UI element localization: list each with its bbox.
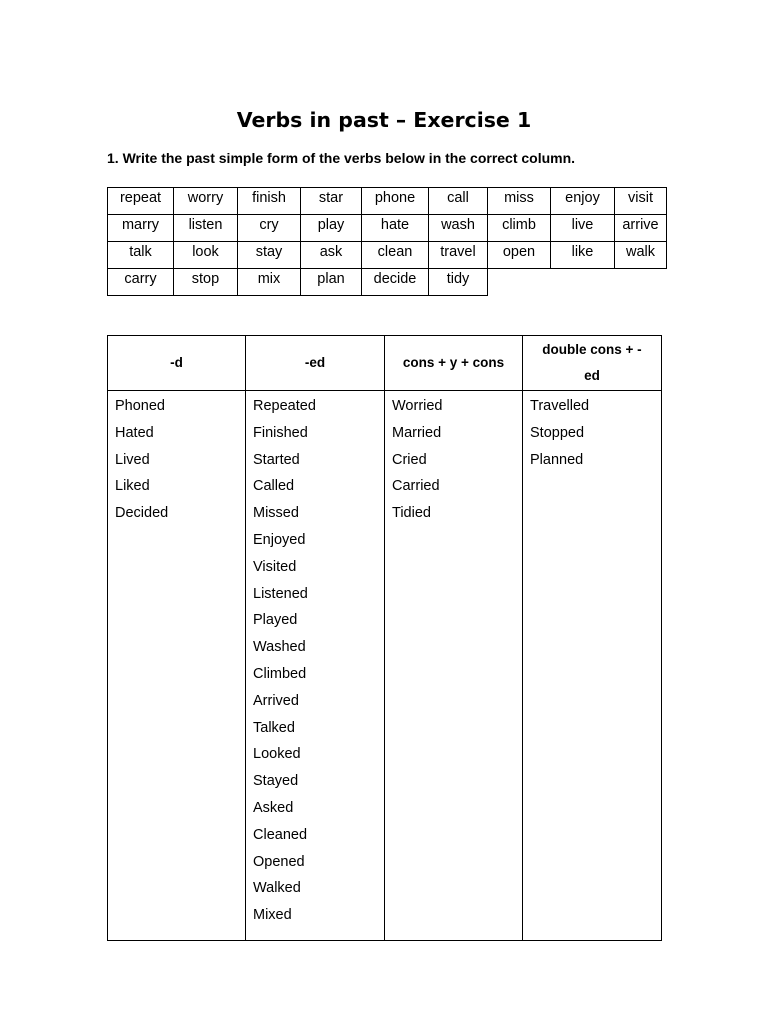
verb-list-table: [107, 187, 667, 296]
verb-cell: hate: [362, 215, 429, 242]
answer-word: Planned: [530, 451, 584, 468]
answer-word: Listened: [253, 585, 308, 602]
answer-word: Walked: [253, 880, 301, 897]
empty-cell: [488, 269, 551, 296]
verb-cell: live: [551, 215, 615, 242]
answer-word: Finished: [253, 424, 308, 441]
answer-word: Climbed: [253, 665, 307, 682]
verb-cell: tidy: [429, 269, 488, 296]
exercise-instruction: 1. Write the past simple form of the verbs below in the correct column.: [107, 150, 576, 166]
answer-word: Arrived: [253, 692, 299, 709]
answer-word: Repeated: [253, 398, 316, 414]
verb-cell: carry: [108, 269, 174, 296]
verb-cell: like: [551, 242, 615, 269]
answer-word: Missed: [253, 505, 299, 522]
verb-cell: mix: [238, 269, 301, 296]
empty-cell: [615, 269, 667, 296]
answer-word: Talked: [253, 719, 295, 736]
verb-cell: arrive: [615, 215, 667, 242]
answer-word: Called: [253, 478, 295, 495]
verb-cell: climb: [488, 215, 551, 242]
answer-word: Mixed: [253, 907, 292, 924]
verb-cell: miss: [488, 188, 551, 215]
answer-word: Tidied: [392, 505, 431, 522]
answer-word: Enjoyed: [253, 531, 306, 548]
answer-header-row: [108, 336, 662, 391]
answer-word: Worried: [392, 398, 443, 414]
answer-word: Cried: [392, 451, 427, 468]
answer-word: Married: [392, 424, 442, 441]
answer-word: Visited: [253, 558, 297, 575]
verb-cell: listen: [174, 215, 238, 242]
verb-cell: travel: [429, 242, 488, 269]
answer-word: Stopped: [530, 424, 585, 441]
verb-cell: repeat: [108, 188, 174, 215]
verb-cell: marry: [108, 215, 174, 242]
verb-row: [108, 215, 667, 242]
verb-cell: star: [301, 188, 362, 215]
answer-word: Travelled: [530, 398, 590, 414]
verb-cell: plan: [301, 269, 362, 296]
verb-cell: clean: [362, 242, 429, 269]
verb-cell: finish: [238, 188, 301, 215]
verb-cell: ask: [301, 242, 362, 269]
answer-word: Washed: [253, 639, 306, 656]
answer-column: [246, 391, 385, 941]
verb-cell: enjoy: [551, 188, 615, 215]
verb-row: [108, 269, 667, 296]
answer-word: Opened: [253, 853, 305, 870]
answer-word: Cleaned: [253, 826, 308, 843]
answer-word: Liked: [115, 478, 150, 495]
column-header: -ed: [246, 336, 385, 391]
verb-cell: visit: [615, 188, 667, 215]
answer-word: Started: [253, 451, 300, 468]
page-title: Verbs in past – Exercise 1: [236, 108, 532, 132]
verb-row: [108, 188, 667, 215]
answer-word: Asked: [253, 799, 294, 816]
answer-word: Played: [253, 612, 298, 629]
verb-cell: look: [174, 242, 238, 269]
answer-column: [385, 391, 523, 941]
verb-cell: phone: [362, 188, 429, 215]
answer-word: Carried: [392, 478, 440, 495]
verb-cell: open: [488, 242, 551, 269]
answer-word: Phoned: [115, 398, 165, 414]
column-header: -d: [108, 336, 246, 391]
verb-cell: stop: [174, 269, 238, 296]
answer-word: Decided: [115, 505, 169, 522]
answer-column: [523, 391, 662, 941]
verb-cell: cry: [238, 215, 301, 242]
column-header: cons + y + cons: [385, 336, 523, 391]
verb-cell: call: [429, 188, 488, 215]
verb-cell: stay: [238, 242, 301, 269]
answer-table: [107, 335, 662, 941]
verb-cell: decide: [362, 269, 429, 296]
answer-word: Lived: [115, 451, 150, 468]
verb-cell: play: [301, 215, 362, 242]
verb-row: [108, 242, 667, 269]
answer-word: Hated: [115, 424, 154, 441]
verb-cell: wash: [429, 215, 488, 242]
verb-cell: talk: [108, 242, 174, 269]
verb-cell: walk: [615, 242, 667, 269]
column-header: double cons + - ed: [523, 336, 662, 391]
answer-body-row: [108, 391, 662, 941]
empty-cell: [551, 269, 615, 296]
answer-column: [108, 391, 246, 941]
answer-word: Stayed: [253, 773, 299, 790]
verb-cell: worry: [174, 188, 238, 215]
answer-word: Looked: [253, 746, 301, 763]
